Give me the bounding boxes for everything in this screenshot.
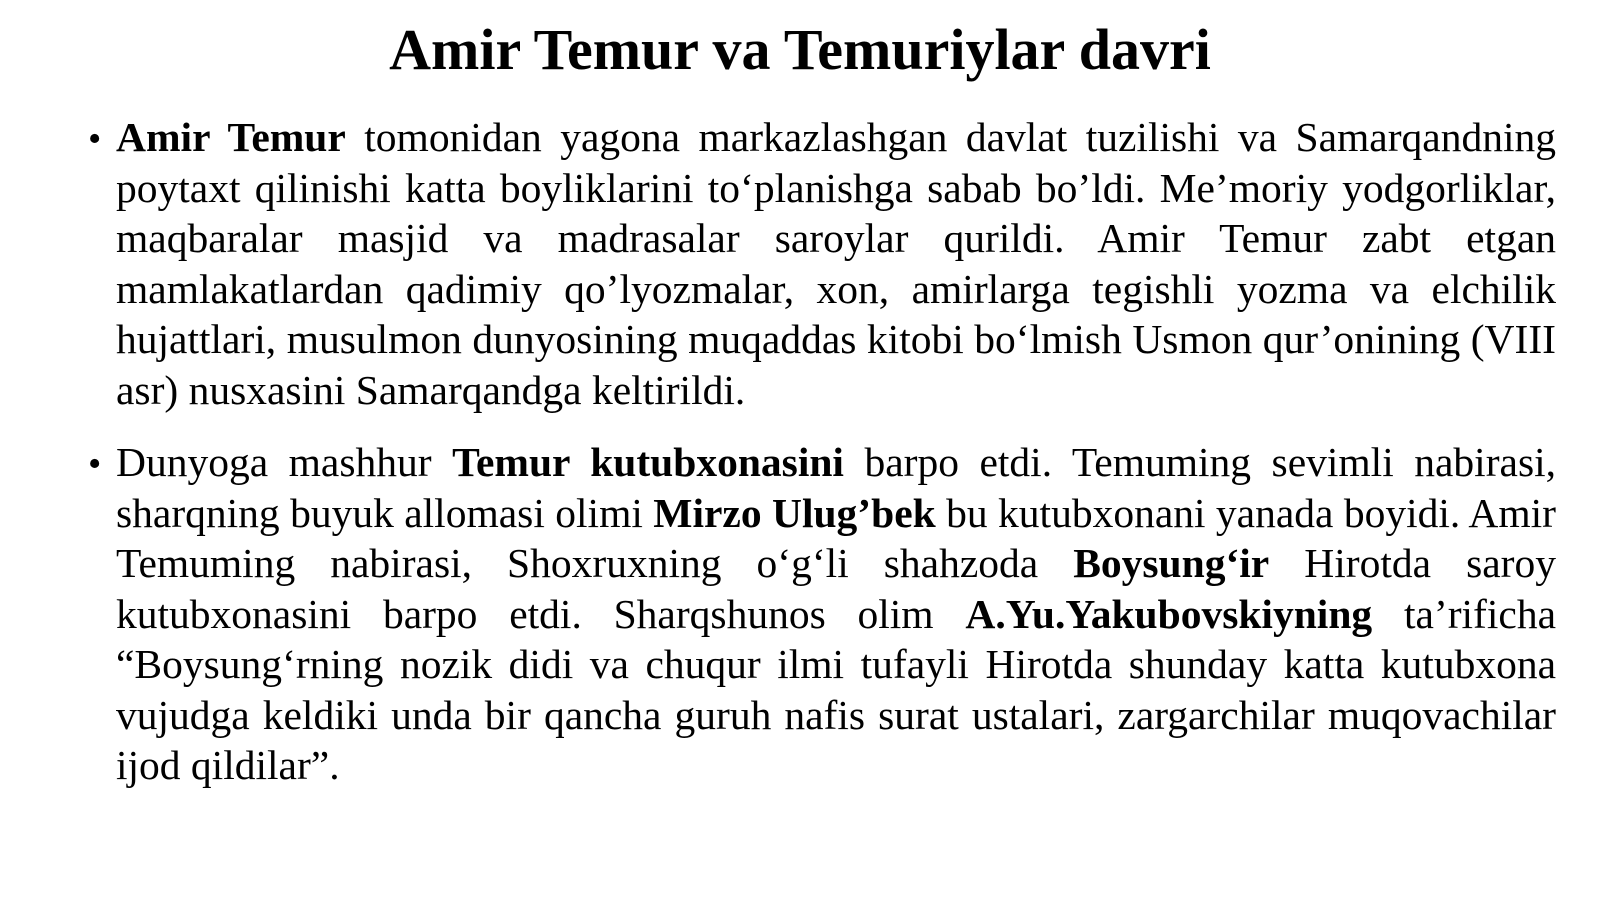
paragraph-text: Hirotda saroy kutubxonasini barpo etdi. Sharqshunos olim [116, 540, 1556, 637]
bold-text: Mirzo Ulug’bek [653, 489, 936, 536]
bold-text: Temur kutubxonasini [452, 439, 844, 485]
bold-text: Amir Temur [116, 114, 346, 160]
paragraph-text: tomonidan yagona markazlashgan davlat tuzilishi va Samarqandning poytaxt qilinishi katta boyliklarini to‘planishga sabab bo’ldi. Me’moriy yodgorliklar, maqbaralar masjid va madrasalar saroylar qurildi. Amir Temur zabt etgan mamlakatlardan qadimiy qo’lyozmalar, xon, amirlarga tegishli yozma va elchilik hujattlari, musulmon dunyosining muqaddas kitobi bo‘lmish Usmon qur’onining (VIII asr) nusxasini Samarqandga keltirildi. [116, 114, 1556, 413]
paragraph-text: barpo etdi. Temuming sevimli nabirasi, sharqning buyuk allomasi olimi [116, 439, 1556, 536]
bullet-list [88, 112, 1556, 791]
bullet-dot-icon: • [88, 443, 102, 485]
bold-text: Boysung‘ir [1073, 540, 1270, 586]
paragraph-text: ta’rificha “Boysung‘rning nozik didi va chuqur ilmi tufayli Hirotda shunday katta kutubxona vujudga keldiki unda bir qancha guruh nafis surat ustalari, zargarchilar muqovachilar ijod qildilar”. [116, 590, 1556, 788]
bold-text: A.Yu.Yakubovskiyning [965, 590, 1373, 637]
bullet-item-2 [88, 437, 1556, 791]
slide-title: Amir Temur va Temuriylar davri [389, 17, 1211, 82]
bullet-dot-icon: • [88, 118, 102, 160]
bullet-item-1 [88, 112, 1556, 415]
paragraph-text: bu kutubxonani yanada boyidi. Amir Temuming nabirasi, Shoxruxning o‘g‘li shahzoda [116, 489, 1556, 586]
paragraph-text: Dunyoga mashhur [116, 439, 453, 485]
